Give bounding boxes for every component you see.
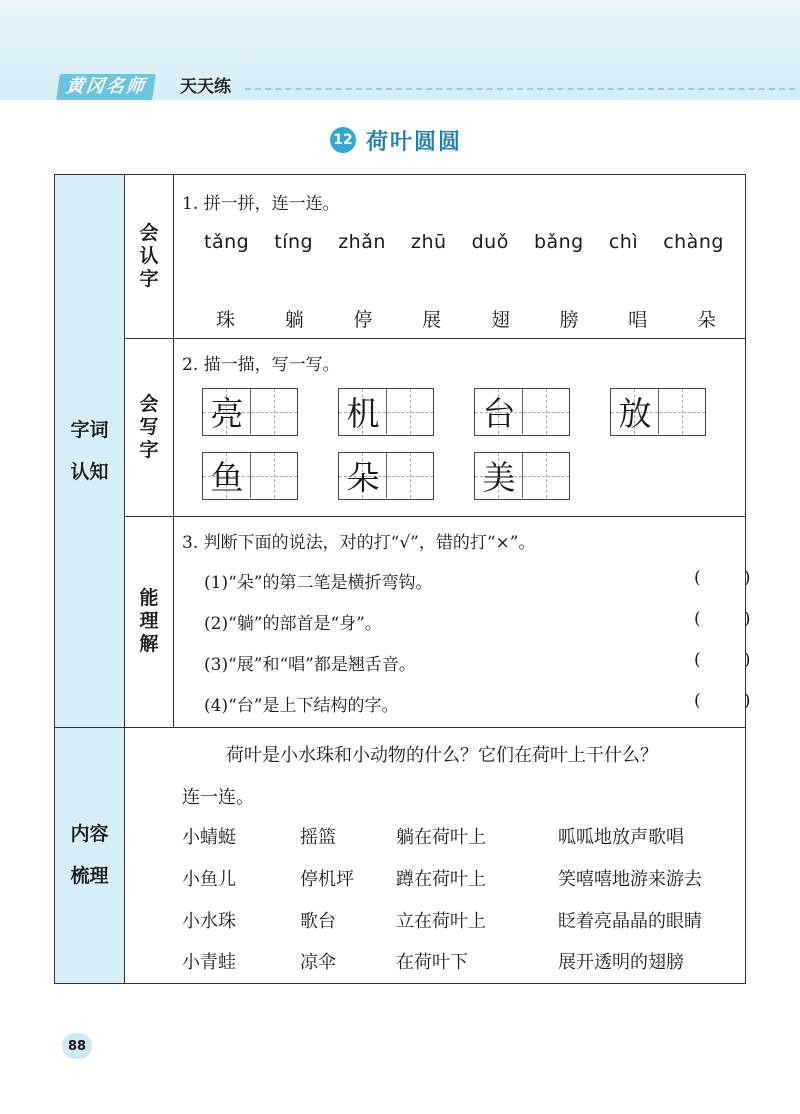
blank-cell[interactable] [386, 389, 433, 434]
blank-cell[interactable] [250, 453, 297, 498]
sub-label: 字 [139, 438, 159, 461]
pinyin-item[interactable]: chì [608, 231, 639, 253]
blank-cell[interactable] [522, 453, 569, 498]
writing-grid[interactable] [202, 452, 298, 500]
answer-blank[interactable]: ( ) [694, 650, 751, 670]
question-prompt: 1. 拼一拼，连一连。 [182, 194, 340, 214]
match-item[interactable]: 笑嘻嘻地游来游去 [558, 869, 702, 890]
match-row [174, 823, 745, 853]
pinyin-item[interactable]: duǒ [471, 231, 509, 253]
match-item[interactable]: 凉伞 [300, 952, 336, 973]
match-item[interactable]: 停机坪 [300, 869, 354, 890]
trace-character: 台 [482, 394, 516, 433]
match-item[interactable]: 小水珠 [182, 911, 236, 932]
question-prompt: 2. 描一描，写一写。 [182, 355, 340, 375]
match-item[interactable]: 躺在荷叶上 [396, 827, 486, 848]
match-item[interactable]: 眨着亮晶晶的眼睛 [558, 911, 702, 932]
sub-understanding [125, 516, 174, 727]
question-1 [174, 175, 745, 338]
writing-grid[interactable] [474, 452, 570, 500]
lesson-heading [330, 124, 462, 156]
category-content-review [55, 727, 125, 983]
question-2 [174, 338, 745, 516]
match-row [174, 948, 745, 978]
trace-character: 放 [618, 394, 652, 433]
category-label: 字词 [70, 419, 109, 441]
match-item[interactable]: 小鱼儿 [182, 869, 236, 890]
hanzi-item[interactable]: 躺 [284, 309, 304, 331]
answer-blank[interactable]: ( ) [694, 568, 751, 588]
lesson-number-badge: 12 [330, 127, 356, 153]
trace-character: 机 [346, 394, 380, 433]
review-instruction: 连一连。 [182, 787, 254, 808]
answer-blank[interactable]: ( ) [694, 609, 751, 629]
match-item[interactable]: 展开透明的翅膀 [558, 952, 684, 973]
trace-character: 美 [482, 458, 516, 497]
statement-2: (2)“躺”的部首是“身”。 [204, 614, 382, 634]
trace-character: 鱼 [210, 458, 244, 497]
match-item[interactable]: 小蜻蜓 [182, 827, 236, 848]
match-item[interactable]: 歌台 [300, 911, 336, 932]
statement-3: (3)“展”和“唱”都是翘舌音。 [204, 655, 416, 675]
statement-1: (1)“朵”的第二笔是横折弯钩。 [204, 573, 433, 593]
match-item[interactable]: 呱呱地放声歌唱 [558, 827, 684, 848]
blank-cell[interactable] [386, 453, 433, 498]
answer-blank[interactable]: ( ) [694, 691, 751, 711]
pinyin-item[interactable]: zhǎn [338, 231, 386, 253]
writing-grid[interactable] [474, 388, 570, 436]
sub-label: 字 [139, 268, 159, 290]
blank-cell[interactable] [658, 389, 705, 434]
header-divider [245, 88, 795, 90]
pinyin-item[interactable]: bǎng [533, 231, 584, 253]
match-item[interactable]: 蹲在荷叶上 [396, 869, 486, 890]
writing-grid[interactable] [338, 388, 434, 436]
hanzi-item[interactable]: 停 [353, 309, 373, 331]
sub-label: 会 [139, 392, 159, 415]
question-3 [174, 516, 751, 727]
pinyin-item[interactable]: tíng [274, 231, 314, 253]
trace-character: 亮 [210, 394, 244, 433]
sub-write-chars [125, 338, 174, 516]
writing-grid[interactable] [202, 388, 298, 436]
match-item[interactable]: 摇篮 [300, 827, 336, 848]
match-item[interactable]: 小青蛙 [182, 952, 236, 973]
match-row [174, 907, 745, 937]
pinyin-item[interactable]: zhū [410, 231, 447, 253]
sub-label: 写 [139, 415, 159, 438]
match-item[interactable]: 在荷叶下 [396, 952, 468, 973]
trace-character: 朵 [346, 458, 380, 497]
exercise-table [54, 174, 751, 984]
hanzi-item[interactable]: 翅 [490, 309, 510, 331]
content-review [174, 727, 745, 983]
hanzi-item[interactable]: 展 [422, 309, 442, 331]
writing-grid[interactable] [338, 452, 434, 500]
category-word-recognition [55, 175, 125, 727]
brand-logo: 黄冈名师 [56, 74, 156, 100]
review-intro: 荷叶是小水珠和小动物的什么？它们在荷叶上干什么？ [226, 745, 658, 766]
category-label: 认知 [70, 461, 109, 483]
page-number: 88 [62, 1033, 92, 1059]
sub-label: 解 [139, 633, 159, 655]
lesson-title: 荷叶圆圆 [366, 129, 463, 155]
statement-4: (4)“台”是上下结构的字。 [204, 696, 399, 716]
sub-label: 会 [139, 222, 159, 244]
hanzi-item[interactable]: 唱 [628, 309, 648, 331]
pinyin-item[interactable]: chàng [663, 231, 724, 253]
sub-recognize-chars [125, 175, 174, 338]
question-prompt: 3. 判断下面的说法，对的打“√”，错的打“×”。 [182, 533, 536, 553]
blank-cell[interactable] [250, 389, 297, 434]
sub-label: 能 [139, 587, 159, 609]
hanzi-item[interactable]: 珠 [216, 309, 236, 331]
pinyin-list [204, 231, 724, 253]
match-item[interactable]: 立在荷叶上 [396, 911, 486, 932]
blank-cell[interactable] [522, 389, 569, 434]
series-title: 天天练 [180, 77, 231, 97]
category-label: 梳理 [70, 865, 109, 887]
writing-grid[interactable] [610, 388, 706, 436]
sub-label: 认 [139, 245, 159, 267]
category-label: 内容 [70, 823, 109, 845]
sub-label: 理 [139, 610, 159, 632]
hanzi-item[interactable]: 朵 [696, 309, 716, 331]
pinyin-item[interactable]: tǎng [204, 231, 250, 253]
match-row [174, 865, 745, 895]
hanzi-item[interactable]: 膀 [559, 309, 579, 331]
hanzi-list [216, 305, 716, 332]
